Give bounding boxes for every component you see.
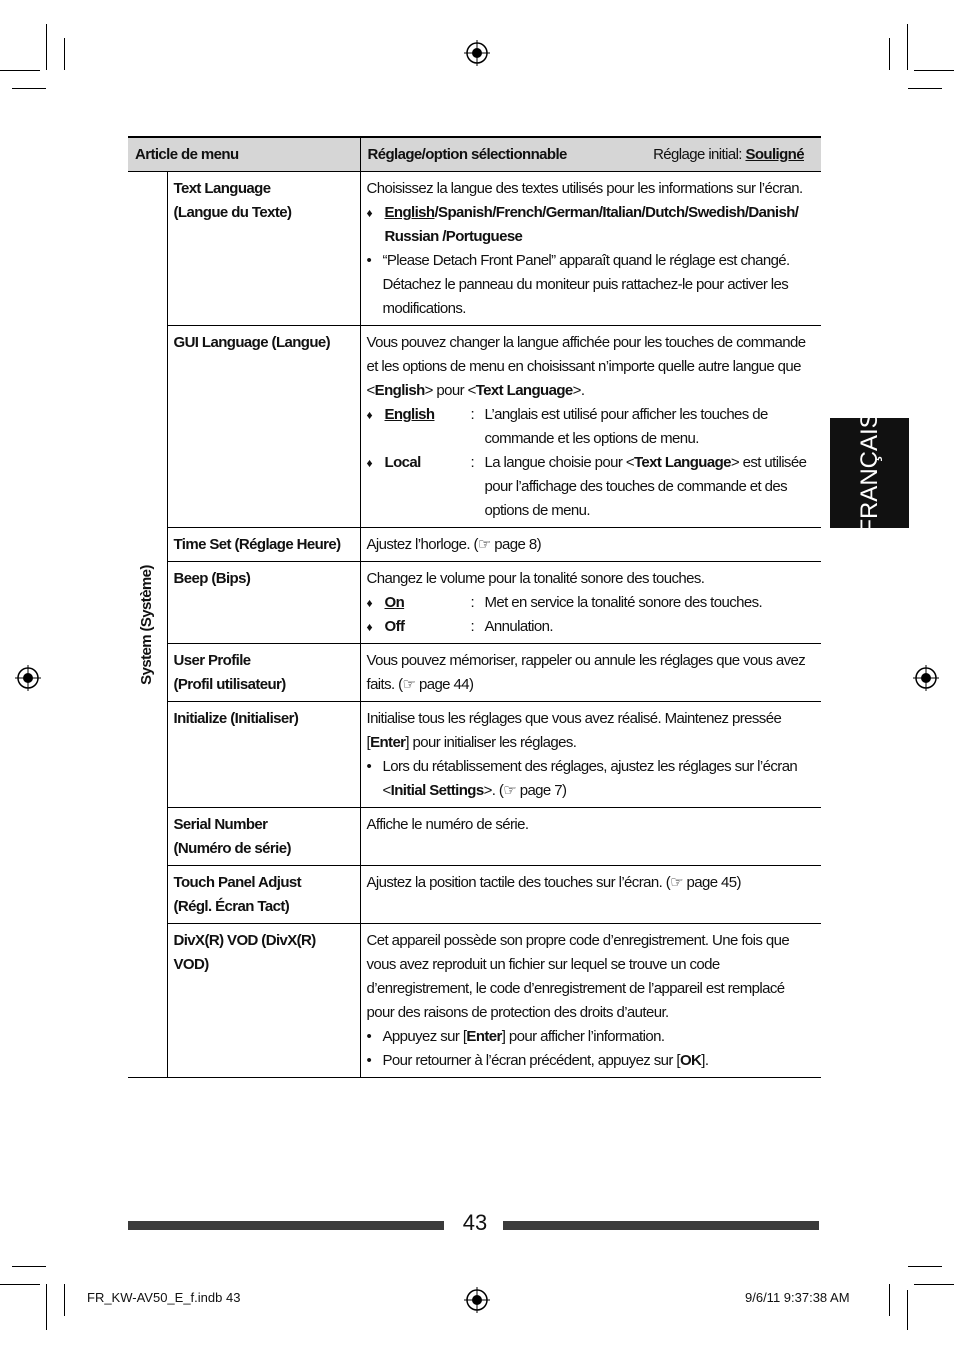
crop-mark — [64, 1284, 65, 1316]
option-desc: L’anglais est utilisé pour afficher les touches de commande et les options de menu. — [484, 406, 768, 447]
item-name: GUI Language (Langue) — [173, 334, 331, 351]
option-time-set — [360, 528, 821, 562]
crop-mark — [908, 1266, 942, 1267]
registration-mark-icon — [464, 1287, 490, 1313]
option-initialize — [360, 702, 821, 808]
registration-mark-icon — [15, 665, 41, 691]
footer-file: FR_KW-AV50_E_f.indb 43 — [87, 1290, 241, 1305]
crop-mark — [907, 24, 908, 70]
table-row — [128, 866, 821, 924]
option-beep — [360, 562, 821, 644]
crop-mark — [46, 24, 47, 70]
option-description: Vous pouvez changer la langue affichée pour les touches de commande et les options de menu en choisissant n’importe quelle autre langue que <English> pour <Text Language>. — [366, 334, 806, 399]
header-option-label: Réglage/option sélectionnable — [367, 145, 567, 163]
option-english — [367, 403, 816, 451]
crop-mark — [12, 88, 46, 89]
option-local — [367, 451, 816, 523]
crop-mark — [914, 1284, 954, 1285]
item-initialize — [167, 702, 360, 808]
option-separator: : — [470, 406, 475, 423]
option-off — [367, 615, 816, 639]
note — [367, 1049, 816, 1073]
crop-mark — [46, 1284, 47, 1330]
option-gui-language — [360, 326, 821, 528]
item-gui-language — [167, 326, 360, 528]
item-name-translation: (Régl. Écran Tact) — [173, 898, 290, 915]
bullet-icon: • — [366, 1028, 372, 1045]
option-description: Changez le volume pour la tonalité sonore des touches. — [366, 570, 705, 587]
option-on — [367, 591, 816, 615]
option-user-profile — [360, 644, 821, 702]
footer-datetime: 9/6/11 9:37:38 AM — [745, 1290, 850, 1305]
crop-mark — [907, 1290, 908, 1330]
option-description: Affiche le numéro de série. — [366, 816, 529, 833]
diamond-icon: ♦ — [366, 596, 373, 610]
registration-mark-icon — [464, 40, 490, 66]
crop-mark — [12, 1266, 46, 1267]
option-name: Local — [384, 454, 421, 471]
diamond-icon: ♦ — [366, 408, 373, 422]
table-row — [128, 924, 821, 1078]
table-row — [128, 644, 821, 702]
table-row — [128, 326, 821, 528]
bullet-icon: • — [366, 252, 372, 269]
crop-mark — [889, 38, 890, 70]
option-separator: : — [470, 618, 475, 635]
table-header-row — [128, 137, 821, 172]
table-row — [128, 562, 821, 644]
page-number: 43 — [462, 1210, 488, 1235]
item-name-translation: (Profil utilisateur) — [173, 676, 286, 693]
item-serial-number — [167, 808, 360, 866]
initial-setting-value: Souligné — [745, 145, 804, 163]
registration-mark-icon — [913, 665, 939, 691]
diamond-icon: ♦ — [366, 456, 373, 470]
crop-mark — [908, 88, 942, 89]
option-values: /Spanish/French/German/Italian/Dutch/Swedish/Danish/ Russian /Portuguese — [384, 204, 799, 245]
option-divx-vod — [360, 924, 821, 1078]
item-name: Text Language — [173, 180, 271, 197]
note — [367, 755, 816, 803]
language-tab — [830, 412, 909, 534]
option-description: Cet appareil possède son propre code d’enregistrement. Une fois que vous avez reproduit un fichier sur lequel se trouve un code d’enregistrement, le code d’enregistrement de l’appareil est remplacé pour des raisons de protection des droits d’auteur. — [366, 932, 790, 1021]
item-divx-vod — [167, 924, 360, 1078]
item-user-profile — [167, 644, 360, 702]
note — [367, 1025, 816, 1049]
option-name: Off — [384, 618, 405, 635]
option-description: Vous pouvez mémoriser, rappeler ou annule les réglages que vous avez faits. (☞ page 44) — [366, 652, 806, 693]
option-desc: La langue choisie pour <Text Language> est utilisée pour l’affichage des touches de commande et des options de menu. — [484, 454, 807, 519]
side-category-label: System (Système) — [138, 564, 156, 685]
initial-setting-label: Réglage initial: — [653, 145, 742, 163]
item-name: Beep (Bips) — [173, 570, 251, 587]
option-separator: : — [470, 594, 475, 611]
crop-mark — [914, 70, 954, 71]
bullet-icon: • — [366, 1052, 372, 1069]
item-name: Time Set (Réglage Heure) — [173, 536, 341, 553]
language-tab-label: FRANÇAIS — [855, 412, 883, 534]
option-description: Choisissez la langue des textes utilisés pour les informations sur l’écran. — [366, 180, 803, 197]
side-category-cell — [128, 172, 167, 1078]
item-text-language — [167, 172, 360, 326]
item-name-translation: (Langue du Texte) — [173, 204, 292, 221]
crop-mark — [64, 38, 65, 70]
item-beep — [167, 562, 360, 644]
item-name: Touch Panel Adjust — [173, 874, 302, 891]
diamond-icon: ♦ — [366, 206, 373, 220]
option-separator: : — [470, 454, 475, 471]
table-row — [128, 172, 821, 326]
item-name: Initialize (Initialiser) — [173, 710, 299, 727]
option-touch-panel-adjust — [360, 866, 821, 924]
option-description: Initialise tous les réglages que vous avez réalisé. Maintenez pressée [Enter] pour initialiser les réglages. — [366, 710, 782, 751]
item-touch-panel-adjust — [167, 866, 360, 924]
header-initial-setting — [653, 143, 804, 167]
item-time-set — [167, 528, 360, 562]
option-desc: Annulation. — [484, 618, 553, 635]
header-menu-item — [128, 137, 360, 172]
item-name: User Profile — [173, 652, 251, 669]
page-bar-left — [128, 1221, 444, 1230]
table-row — [128, 702, 821, 808]
crop-mark — [0, 70, 40, 71]
item-name: Serial Number — [173, 816, 268, 833]
option-description: Ajustez la position tactile des touches sur l’écran. (☞ page 45) — [366, 874, 741, 891]
option-text-language — [360, 172, 821, 326]
header-option — [360, 137, 821, 172]
table-row — [128, 528, 821, 562]
diamond-icon: ♦ — [366, 620, 373, 634]
note-text: Lors du rétablissement des réglages, ajustez les réglages sur l’écran <Initial Settings>. (☞ page 7) — [382, 758, 798, 799]
note — [367, 249, 816, 321]
option-description: Ajustez l’horloge. (☞ page 8) — [366, 536, 541, 553]
option-name: English — [384, 406, 435, 423]
page-bar-right — [503, 1221, 819, 1230]
settings-table — [128, 136, 821, 1078]
option-serial-number — [360, 808, 821, 866]
note-text: Appuyez sur [Enter] pour afficher l’information. — [382, 1028, 665, 1045]
item-name: DivX(R) VOD (DivX(R) VOD) — [173, 932, 316, 973]
bullet-icon: • — [366, 758, 372, 775]
crop-mark — [0, 1284, 40, 1285]
option-list — [367, 201, 816, 249]
header-menu-item-label: Article de menu — [135, 145, 239, 163]
option-name: On — [384, 594, 405, 611]
default-option: English — [384, 204, 435, 221]
table-row — [128, 808, 821, 866]
crop-mark — [889, 1284, 890, 1316]
option-desc: Met en service la tonalité sonore des touches. — [484, 594, 763, 611]
note-text: “Please Detach Front Panel” apparaît quand le réglage est changé. Détachez le panneau du moniteur puis rattachez-le pour activer les modifications. — [382, 252, 790, 317]
note-text: Pour retourner à l’écran précédent, appuyez sur [OK]. — [382, 1052, 709, 1069]
item-name-translation: (Numéro de série) — [173, 840, 291, 857]
